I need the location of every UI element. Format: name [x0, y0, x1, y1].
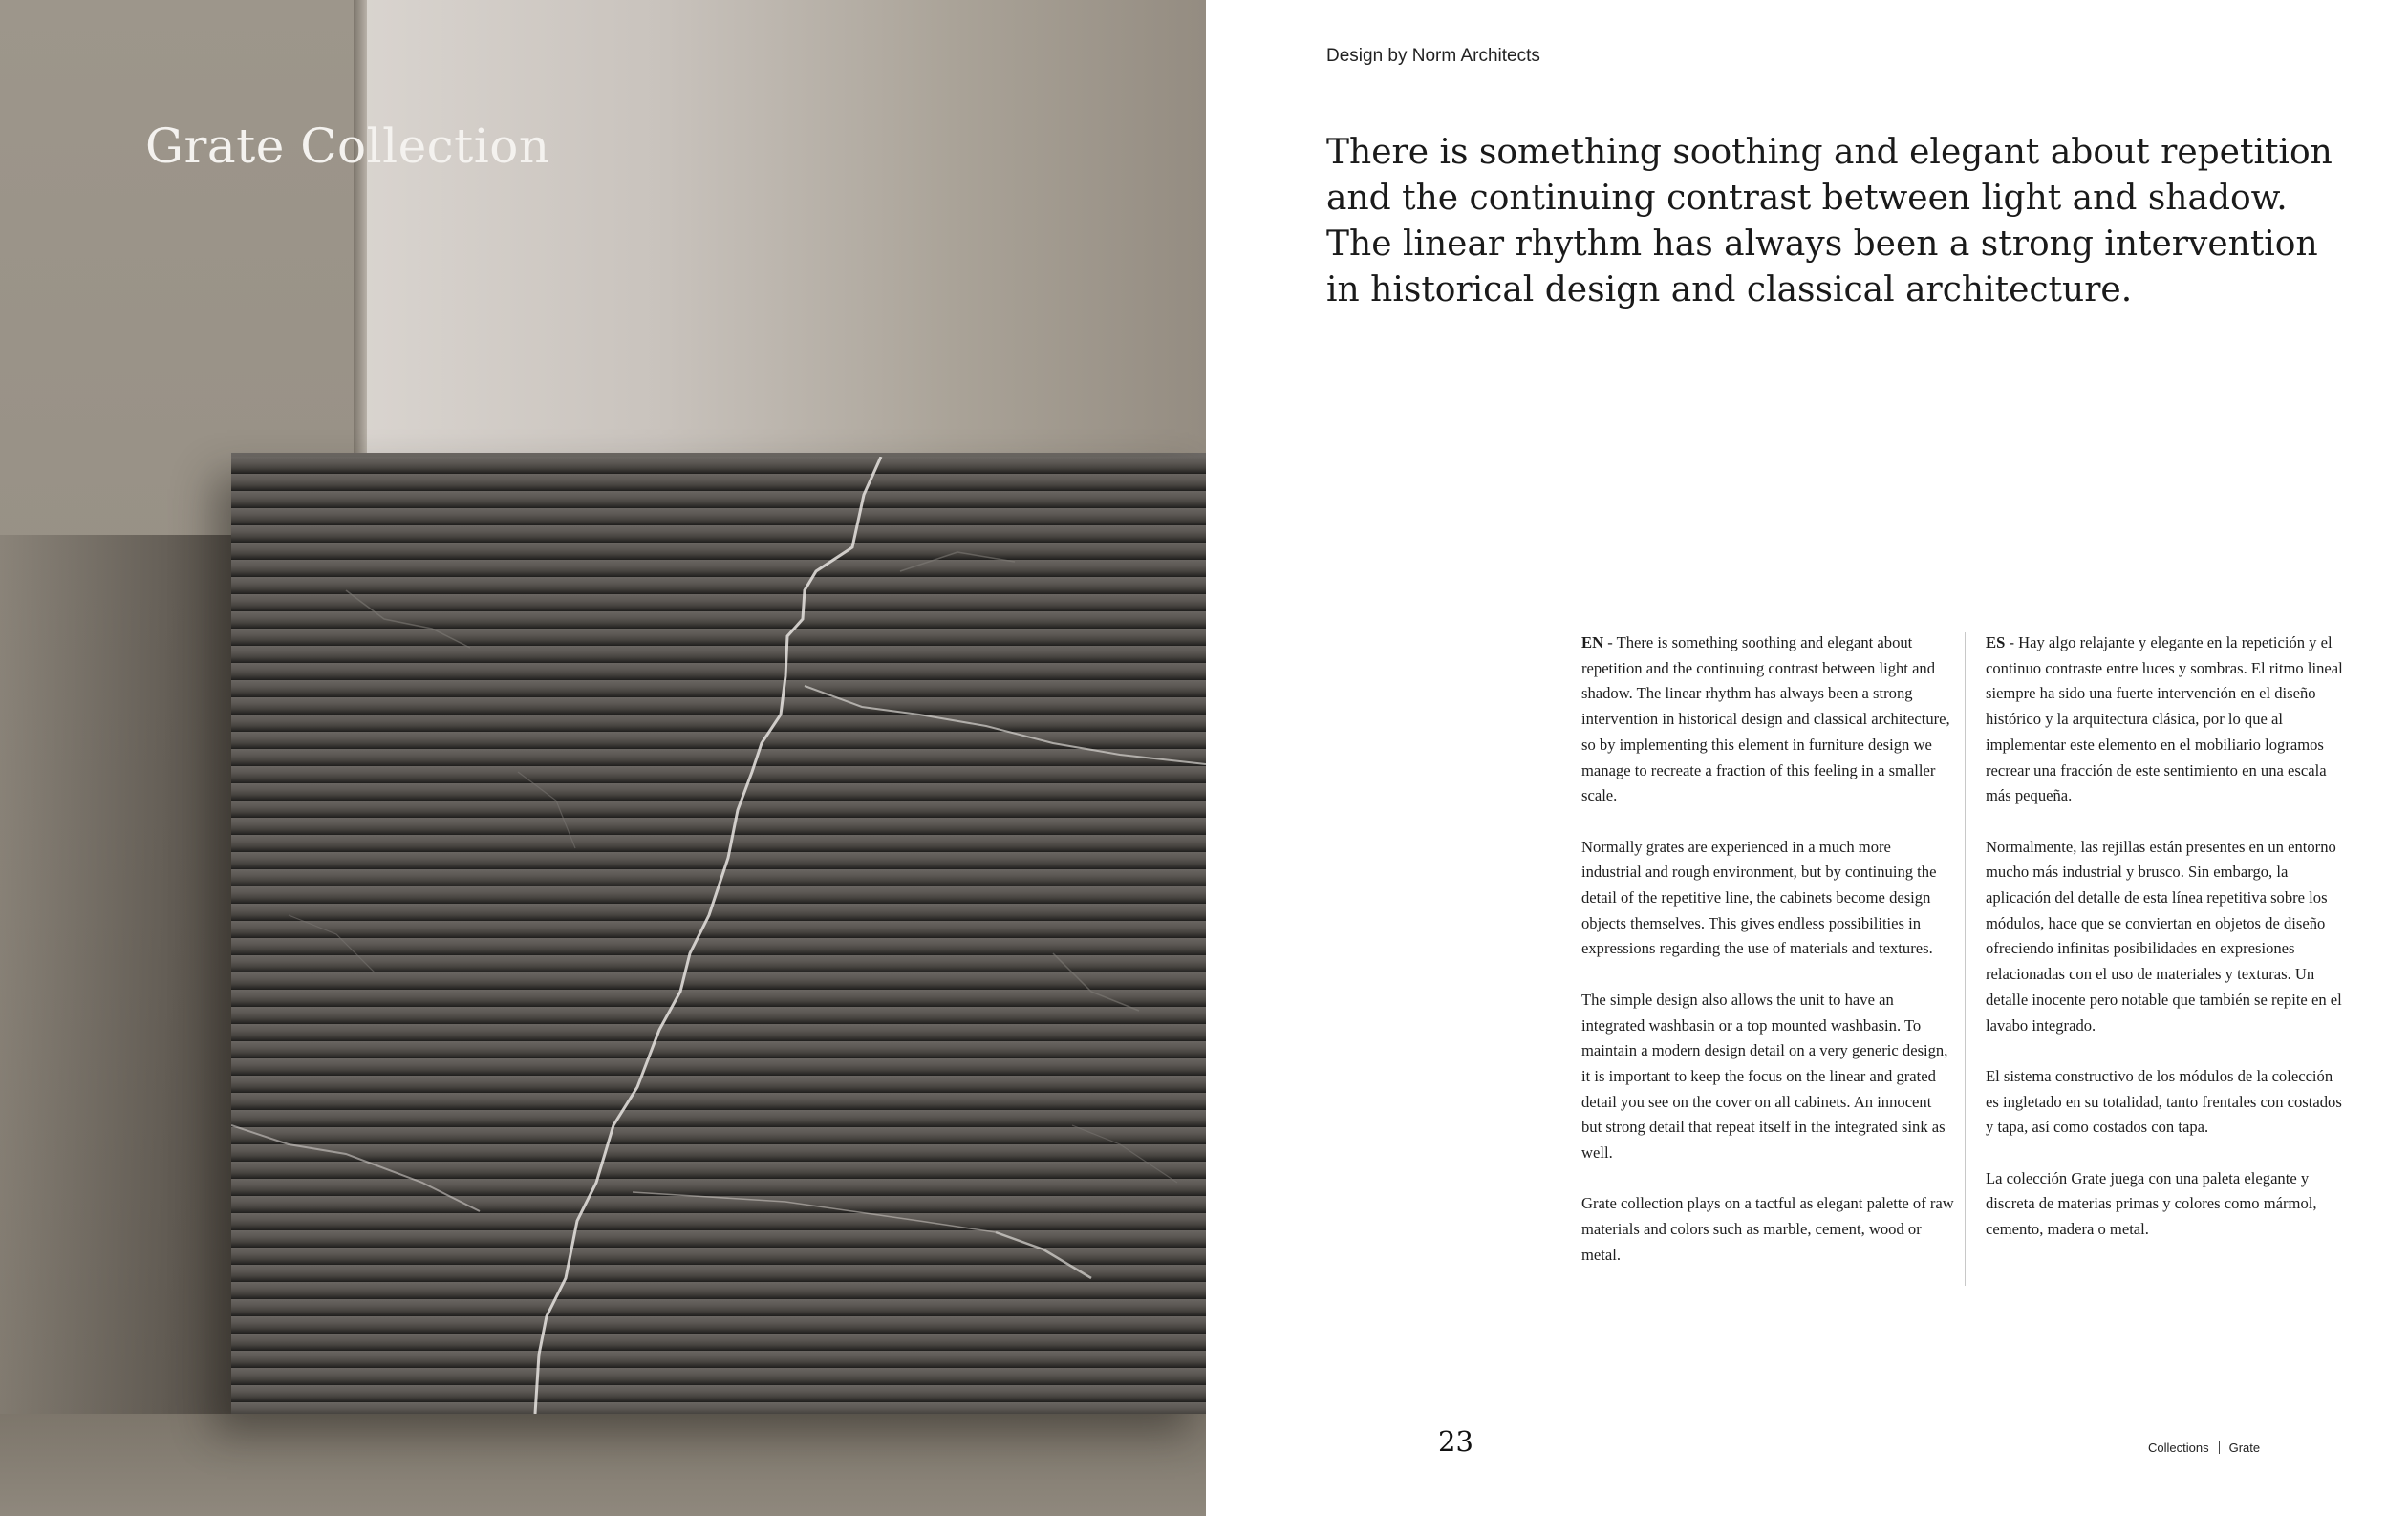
- cast-shadow: [0, 535, 239, 1516]
- es-language-tag: ES: [1986, 633, 2006, 651]
- lead-paragraph: There is something soothing and elegant about repetition and the continuing contrast between light and shadow. The linear rhythm has always been a strong intervention in historical design and classical architecture.: [1326, 133, 2333, 310]
- en-paragraph-3: The simple design also allows the unit to have an integrated washbasin or a top mounted washbasin. To maintain a modern design detail on a very generic design, it is important to keep the focus on the linear and grated detail you see on the cover on all cabinets. An innocent but strong detail that repeat itself in the integrated sink as well.: [1581, 990, 1948, 1163]
- marble-veins: [231, 457, 1206, 1414]
- en-paragraph-4: Grate collection plays on a tactful as elegant palette of raw materials and colors such as marble, cement, wood or metal.: [1581, 1194, 1954, 1264]
- spanish-column: [1986, 630, 2349, 1269]
- es-paragraph-2: Normalmente, las rejillas están presentes en un entorno mucho más industrial y brusco. Sin embargo, la aplicación del detalle de esta línea repetitiva sobre los módulos, hace que se conviertan en objetos de diseño ofreciendo infinitas posibilidades en expresiones relacionadas con el uso de materiales y texturas. Un detalle inocente pero notable que también se repite en el lavabo integrado.: [1986, 837, 2342, 1035]
- floor-area: [0, 1414, 1206, 1516]
- page-number: 23: [1438, 1425, 1473, 1458]
- grate-marble-cabinet: [231, 457, 1206, 1414]
- es-paragraph-1-text: - Hay algo relajante y elegante en la repetición y el continuo contraste entre luces y sombras. El ritmo lineal siempre ha sido una fuerte intervención en el diseño histórico y la arquitectura clásica, por lo que al implementar este elemento en el mobiliario logramos recrear una fracción de este sentimiento en una escala más pequeña.: [1986, 633, 2343, 805]
- en-paragraph-1: [1581, 630, 1954, 809]
- lit-wall-recess: [361, 0, 1206, 459]
- footer-section: Collections: [2148, 1441, 2209, 1455]
- wall-edge-shadow: [354, 0, 367, 459]
- footer-breadcrumb: [2148, 1441, 2260, 1455]
- footer-subsection: Grate: [2228, 1441, 2261, 1455]
- column-divider: [1965, 632, 1966, 1286]
- en-paragraph-2: Normally grates are experienced in a much more industrial and rough environment, but by continuing the detail of the repetitive line, the cabinets become design objects themselves. This gives endless possibilities in expressions regarding the use of materials and textures.: [1581, 837, 1937, 958]
- es-paragraph-4: La colección Grate juega con una paleta elegante y discreta de materias primas y colores como mármol, cemento, madera o metal.: [1986, 1168, 2317, 1239]
- en-paragraph-1-text: - There is something soothing and elegant about repetition and the continuing contrast between light and shadow. The linear rhythm has always been a strong intervention in historical design and classical architecture, so by implementing this element in furniture design we manage to recreate a fraction of this feeling in a smaller scale.: [1581, 633, 1950, 805]
- design-credit: Design by Norm Architects: [1326, 46, 1540, 66]
- footer-separator: [2219, 1441, 2220, 1454]
- es-paragraph-3: El sistema constructivo de los módulos de la colección es ingletado en su totalidad, tanto frentales con costados y tapa, así como costados con tapa.: [1986, 1066, 2342, 1137]
- collection-title: Grate Collection: [145, 118, 550, 174]
- en-language-tag: EN: [1581, 633, 1604, 651]
- es-paragraph-1: [1986, 630, 2349, 809]
- english-column: [1581, 630, 1954, 1293]
